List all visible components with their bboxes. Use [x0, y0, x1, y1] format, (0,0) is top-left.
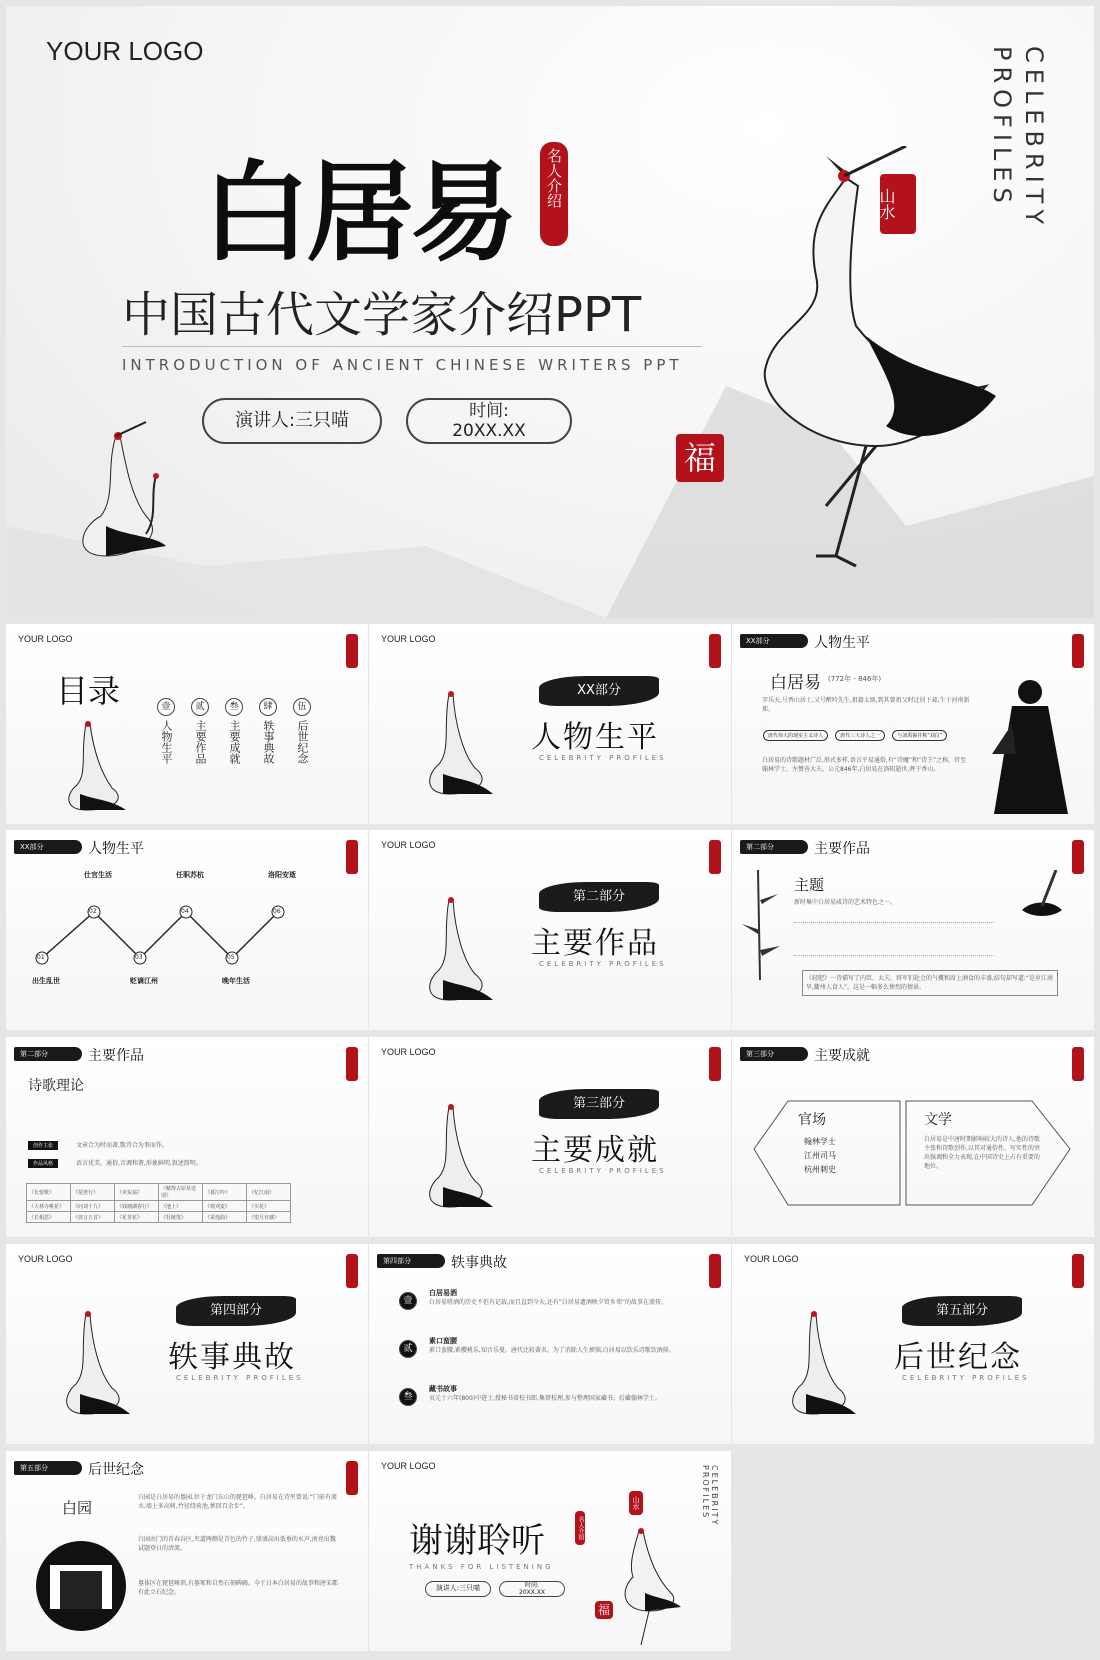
poetry-works-table	[26, 1183, 291, 1223]
toc-item-label: 后世纪念	[296, 720, 309, 764]
seal-mini	[346, 634, 358, 668]
cover-subtitle: 中国古代文学家介绍PPT	[122, 287, 642, 343]
section-logo: YOUR LOGO	[381, 840, 436, 850]
list-item: 翰林学士	[804, 1137, 836, 1146]
thanks-title: 谢谢聆听	[409, 1521, 545, 1561]
anec-num: 贰	[399, 1340, 417, 1358]
list-item: 杭州刺史	[804, 1165, 836, 1174]
toc-logo: YOUR LOGO	[18, 634, 73, 644]
slide-title: 主要作品	[814, 841, 870, 857]
speaker-pill: 演讲人:三只喵	[202, 398, 382, 444]
cover-en-subtitle: INTRODUCTION OF ANCIENT CHINESE WRITERS PPT	[122, 356, 683, 374]
memorial-text-3: 墓体区在琵琶峰顶,有墓冢和自然石刻碑碣。今于日本白居易的故事和唐宋都有此立石纪念。	[138, 1580, 338, 1596]
table-cell: 《琵琶行》	[71, 1184, 115, 1201]
poetry-text-1: 文章合为时而著,歌诗合为事而作。	[76, 1142, 168, 1149]
cover-side-text: CELEBRITY PROFILES	[988, 46, 1048, 230]
toc-item-label: 人物生平	[160, 720, 173, 764]
slide-tag: 第二部分	[14, 1047, 82, 1061]
anec-title: 白居易酒	[429, 1289, 457, 1297]
anec-item	[399, 1336, 699, 1355]
timeline-top-label: 仕官生活	[84, 871, 112, 879]
slide-achievements[interactable]	[732, 1037, 1094, 1237]
seal-mini	[709, 1047, 721, 1081]
time-label: 时间:	[469, 401, 509, 421]
timeline-bottom-label: 晚年生活	[222, 977, 250, 985]
toc-item[interactable]	[292, 694, 312, 764]
table-row	[27, 1201, 291, 1212]
anec-text: 素口蛮腰,素樱桃乐,知音乐曼。唐代比较著名。为了消除人生烦恼,白居易以饮乐诗歌饮酒排。	[429, 1347, 675, 1354]
section-logo: YOUR LOGO	[18, 1254, 73, 1264]
bio-badges	[762, 722, 972, 742]
seal-mini	[346, 1047, 358, 1081]
thanks-fu-stamp: 福	[595, 1601, 613, 1619]
works-heading: 主题	[794, 876, 825, 894]
crane-icon	[399, 1097, 499, 1217]
poetry-label-2: 作品风格	[28, 1159, 58, 1168]
anec-num: 叁	[399, 1388, 417, 1406]
slide-section-5[interactable]	[732, 1244, 1094, 1444]
poetry-text-2: 语言优美、通俗,音调和谐,形象鲜明,叙述简明。	[76, 1160, 202, 1167]
bio-name: 白居易	[770, 673, 821, 693]
slide-section-2[interactable]	[369, 830, 731, 1030]
toc-item-num: 壹	[157, 698, 175, 716]
time-value: 20XX.XX	[452, 421, 526, 441]
section-sub: CELEBRITY PROFILES	[539, 1167, 667, 1175]
toc-item[interactable]	[190, 694, 210, 764]
slide-tag: XX部分	[740, 634, 808, 648]
table-row	[27, 1212, 291, 1223]
achieve-right-text: 白居易是中唐时期影响较大的诗人,他的诗歌主张和诗歌创作,以其对通俗性、写实性的突出强调和全力表现,在中国诗史上占有重要的地位。	[924, 1136, 1040, 1170]
slide-thanks[interactable]	[369, 1451, 731, 1651]
bio-years: (772年 - 846年)	[828, 675, 882, 683]
cover-seal	[540, 142, 568, 246]
thanks-time-value: 20XX.XX	[519, 1589, 545, 1596]
slide-timeline[interactable]	[6, 830, 368, 1030]
bio-badge: 唐代三大诗人之一	[835, 730, 885, 741]
shanshui-stamp: 山水	[880, 174, 916, 234]
cover-logo: YOUR LOGO	[46, 36, 204, 66]
section-sub: CELEBRITY PROFILES	[539, 960, 667, 968]
anec-item	[399, 1288, 699, 1307]
table-cell: 《花非花》	[115, 1212, 159, 1223]
thanks-en: THANKS FOR LISTENING	[409, 1563, 554, 1571]
crane-icon	[399, 890, 499, 1010]
timeline-zigzag	[6, 830, 368, 1030]
memorial-text-2: 白园由门的首春谷区,夹道两侧是青色的竹子,鼎盛高出低垂的水声,南亮出魏试题登日的清流。	[138, 1536, 336, 1552]
section-sub: CELEBRITY PROFILES	[539, 754, 667, 762]
toc-item-num: 叁	[225, 698, 243, 716]
thanks-side-text: CELEBRITY PROFILES	[701, 1465, 719, 1527]
toc-item-num: 贰	[191, 698, 209, 716]
toc-item-label: 主要成就	[228, 720, 241, 764]
anec-text: 贞元十六年(800)中进士,授秘书省校书郎,集贤校理,参与整理国家藏书。后藏翰林学士。	[429, 1395, 661, 1402]
fu-stamp: 福	[676, 434, 724, 482]
table-cell: 《长相思》	[27, 1212, 71, 1223]
toc-title: 目录	[56, 672, 121, 710]
anec-title: 藏书故事	[429, 1385, 457, 1393]
scholar-figure-icon	[982, 664, 1082, 814]
cover-seal-text: 名人介绍	[545, 148, 563, 208]
timeline-num: 05	[227, 954, 235, 961]
toc-item-label: 轶事典故	[262, 720, 275, 764]
timeline-bottom-label: 贬谪江州	[130, 977, 158, 985]
table-cell: 《池上》	[159, 1201, 203, 1212]
memorial-heading: 白园	[62, 1499, 93, 1517]
seal-mini	[346, 1461, 358, 1495]
bio-badge: 唐代伟大的现实主义诗人	[763, 730, 828, 741]
slide-title: 人物生平	[88, 841, 144, 857]
toc-items	[156, 694, 312, 764]
bamboo-icon	[738, 870, 782, 980]
poetry-label-1: 创作主张	[28, 1141, 58, 1150]
table-cell: 《长恨歌》	[27, 1184, 71, 1201]
crane-icon	[36, 1304, 136, 1424]
bio-text-2: 白居易的诗歌题材广泛,形式多样,语言平易通俗,有“诗魔”和“诗王”之称。官至翰林学士、左赞善大夫。公元846年,白居易在洛阳逝世,葬于香山。	[762, 757, 967, 773]
works-quote: 《轻肥》一诗描写了内臣、大夫、将军们赴会的气概和席上酒食的丰盛,结句却写道:“是岁江南旱,衢州人食人”。这是一幅多么惨烈的情景。	[802, 970, 1058, 996]
section-logo: YOUR LOGO	[744, 1254, 799, 1264]
crane-pair-small	[46, 416, 206, 566]
slide-title: 主要成就	[814, 1048, 870, 1064]
timeline-num: 06	[273, 908, 281, 915]
table-cell: 《忆江南》	[247, 1184, 291, 1201]
table-cell: 《采莲曲》	[203, 1212, 247, 1223]
crane-icon	[46, 714, 136, 814]
achieve-right-title: 文学	[924, 1112, 952, 1128]
thanks-logo: YOUR LOGO	[381, 1461, 436, 1471]
slide-title: 轶事典故	[451, 1255, 507, 1271]
toc-item-num: 肆	[259, 698, 277, 716]
section-logo: YOUR LOGO	[381, 1047, 436, 1057]
slide-title: 主要作品	[88, 1048, 144, 1064]
slide-anecdotes[interactable]	[369, 1244, 731, 1444]
section-part-brush: 第二部分	[539, 882, 659, 912]
timeline-top-label: 任职苏杭	[176, 871, 204, 879]
thanks-shanshui-stamp: 山水	[629, 1491, 643, 1515]
seal-mini	[709, 840, 721, 874]
poetry-heading: 诗歌理论	[28, 1078, 84, 1094]
memorial-text-1: 白园是白居易的墓园,位于龙门东山的琵琶峰。白居易在诗里曾说:“门前有流水,墙上多高树,竹径绕荷池,萦回百余步”。	[138, 1494, 338, 1510]
anec-item	[399, 1384, 699, 1403]
timeline-num: 02	[89, 908, 97, 915]
anec-text: 白居易嗜酒的历史不但有记载,而且直到今天,还有“白居易遗酒映夕贸乡邻”的故事在流传。	[429, 1299, 668, 1306]
thanks-time-pill	[499, 1581, 565, 1597]
seal-mini	[1072, 840, 1084, 874]
time-pill	[406, 398, 572, 444]
table-row	[27, 1184, 291, 1201]
section-part-brush: 第五部分	[902, 1296, 1022, 1326]
slide-bio[interactable]	[732, 624, 1094, 824]
section-name: 主要作品	[531, 926, 659, 961]
achieve-left-list	[804, 1135, 836, 1177]
crane-illustration	[609, 1521, 689, 1647]
cover-slide[interactable]	[6, 6, 1094, 618]
slide-title: 人物生平	[814, 635, 870, 651]
timeline-num: 04	[181, 908, 189, 915]
slide-tag: 第五部分	[14, 1461, 82, 1475]
section-logo: YOUR LOGO	[381, 634, 436, 644]
seal-mini	[1072, 1254, 1084, 1288]
slide-tag: XX部分	[14, 840, 82, 854]
toc-item-num: 伍	[293, 698, 311, 716]
seal-mini	[346, 1254, 358, 1288]
table-cell: 《卖炭翁》	[115, 1184, 159, 1201]
table-cell: 《大林寺桃花》	[27, 1201, 71, 1212]
garden-image	[36, 1541, 126, 1631]
table-cell: 《望月有感》	[247, 1212, 291, 1223]
section-name: 后世纪念	[894, 1340, 1022, 1375]
slide-toc[interactable]	[6, 624, 368, 824]
table-cell: 《买花》	[247, 1201, 291, 1212]
toc-item[interactable]	[258, 694, 278, 764]
toc-item[interactable]	[156, 694, 176, 764]
cover-divider	[122, 346, 702, 347]
slide-section-1[interactable]	[369, 624, 731, 824]
cover-title: 白居易	[202, 151, 515, 276]
bio-text-1: 字乐天,号香山居士,又号醉吟先生,祖籍太原,到其曾祖父时迁居下邽,生于河南新郑。	[762, 697, 970, 713]
section-part-brush: XX部分	[539, 676, 659, 706]
thanks-speaker-pill: 演讲人:三只喵	[425, 1581, 491, 1597]
slide-poetry-theory[interactable]	[6, 1037, 368, 1237]
works-lines	[794, 922, 994, 956]
section-sub: CELEBRITY PROFILES	[902, 1374, 1030, 1382]
bio-badge: 与刘禹锡并称“刘白”	[892, 730, 947, 741]
slide-section-3[interactable]	[369, 1037, 731, 1237]
crane-illustration-large	[746, 146, 1026, 576]
slide-tag: 第二部分	[740, 840, 808, 854]
seal-mini	[709, 1254, 721, 1288]
table-cell: 《放言五首》	[71, 1212, 115, 1223]
section-name: 主要成就	[531, 1133, 659, 1168]
seal-mini	[1072, 634, 1084, 668]
table-cell: 《杜陵叟》	[159, 1212, 203, 1223]
timeline-num: 01	[37, 954, 45, 961]
works-intro: 新时集中白居易咸诗的艺术特色之一。	[794, 899, 897, 906]
section-part-brush: 第四部分	[176, 1296, 296, 1326]
section-sub: CELEBRITY PROFILES	[176, 1374, 304, 1382]
brush-icon	[1012, 870, 1072, 920]
slide-works-theme[interactable]	[732, 830, 1094, 1030]
section-part-brush: 第三部分	[539, 1089, 659, 1119]
list-item: 江州司马	[804, 1151, 836, 1160]
timeline-num: 03	[135, 954, 143, 961]
slide-memorial[interactable]	[6, 1451, 368, 1651]
slide-tag: 第四部分	[377, 1254, 445, 1268]
anec-num: 壹	[399, 1292, 417, 1310]
table-cell: 《暮江吟》	[203, 1184, 247, 1201]
slide-section-4[interactable]	[6, 1244, 368, 1444]
crane-icon	[399, 684, 499, 804]
slide-tag: 第三部分	[740, 1047, 808, 1061]
table-cell: 《赋得古原草送别》	[159, 1184, 203, 1201]
toc-item[interactable]	[224, 694, 244, 764]
thanks-time-label: 时间:	[524, 1582, 540, 1589]
section-name: 人物生平	[531, 720, 659, 755]
toc-item-label: 主要作品	[194, 720, 207, 764]
table-cell: 《钱塘湖春行》	[115, 1201, 159, 1212]
section-name: 轶事典故	[168, 1340, 296, 1375]
crane-icon	[762, 1304, 862, 1424]
table-cell: 《观刈麦》	[203, 1201, 247, 1212]
slide-title: 后世纪念	[88, 1462, 144, 1478]
timeline-top-label: 洛阳安逝	[268, 871, 296, 879]
seal-mini	[709, 634, 721, 668]
anec-title: 素口蛮腰	[429, 1337, 457, 1345]
thanks-seal: 名人介绍	[575, 1511, 585, 1545]
timeline-bottom-label: 出生乱世	[32, 977, 60, 985]
achieve-left-title: 官场	[798, 1112, 826, 1128]
table-cell: 《问刘十九》	[71, 1201, 115, 1212]
